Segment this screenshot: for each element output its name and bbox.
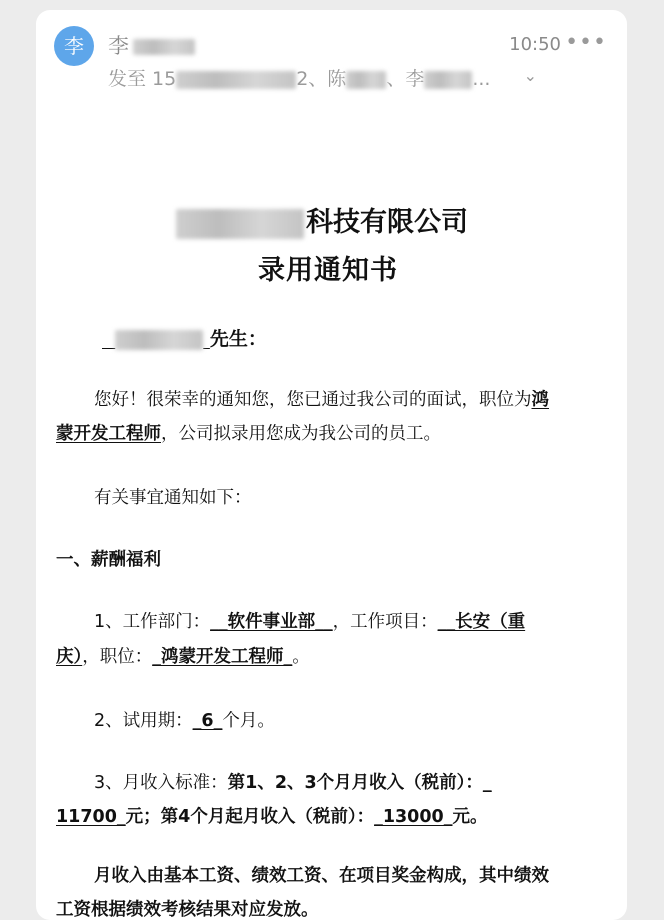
recipients-prefix: 发至 15 bbox=[108, 68, 177, 90]
income-unit: 元。 bbox=[452, 807, 488, 827]
recipients-mid: 2、陈 bbox=[296, 68, 347, 90]
income-label: 3、月收入标准： bbox=[94, 773, 228, 793]
recipient-name-underline bbox=[102, 328, 210, 350]
department-value: __软件事业部__ bbox=[210, 612, 333, 632]
salutation bbox=[102, 324, 267, 351]
probation-label: 2、试用期： bbox=[94, 711, 193, 731]
item1-line-1 bbox=[94, 608, 525, 633]
letter-title-doc: 录用通知书 bbox=[258, 255, 398, 286]
company-title-text: 科技有限公司 bbox=[306, 207, 468, 238]
chevron-down-icon[interactable]: ⌄ bbox=[523, 66, 537, 85]
sender-avatar[interactable]: 李 bbox=[54, 26, 94, 66]
paragraph4-line-1: 月收入由基本工资、绩效工资、在项目奖金构成，其中绩效 bbox=[94, 866, 549, 886]
income-later-value: _13000_ bbox=[374, 807, 453, 827]
recipient-name-redaction bbox=[115, 330, 203, 350]
project-value-part2: 庆） bbox=[56, 647, 83, 667]
item3-line-1 bbox=[94, 769, 492, 794]
position-name-part2: 蒙开发工程师 bbox=[56, 424, 161, 444]
position-name-part1: 鸿 bbox=[531, 390, 549, 410]
paragraph4-line-2: 工资根据绩效考核结果对应发放。 bbox=[56, 900, 319, 920]
probation-value: _6_ bbox=[192, 711, 223, 731]
company-name-redaction bbox=[176, 209, 304, 239]
intro-line-2 bbox=[56, 420, 441, 445]
item2-line bbox=[94, 707, 275, 732]
item1-period: 。 bbox=[292, 647, 310, 667]
salutation-suffix: 先生： bbox=[209, 328, 267, 350]
project-value-part1: __长安（重 bbox=[437, 612, 526, 632]
position-label: ，职位： bbox=[82, 647, 153, 667]
item1-label: 1、工作部门： bbox=[94, 612, 211, 632]
sender-name-text: 李 bbox=[108, 34, 129, 58]
notice-line: 有关事宜通知如下： bbox=[94, 488, 252, 508]
project-label: ，工作项目： bbox=[332, 612, 438, 632]
recipients-tail: 、李 bbox=[386, 68, 425, 90]
income-later-label: 元；第4个月起月收入（税前）： bbox=[125, 807, 375, 827]
item3-line-2 bbox=[56, 803, 487, 828]
more-options-icon[interactable]: ••• bbox=[565, 30, 607, 55]
letter-title-company bbox=[176, 200, 468, 239]
position-value: _鸿蒙开发工程师_ bbox=[152, 647, 293, 667]
intro-text-1: 您好！很荣幸的通知您，您已通过我公司的面试，职位为 bbox=[94, 390, 532, 410]
email-time: 10:50 bbox=[509, 34, 561, 55]
income-first-months-value: 11700_ bbox=[56, 807, 126, 827]
recipients-ellipsis: ... bbox=[472, 68, 491, 90]
section-heading-compensation: 一、薪酬福利 bbox=[56, 550, 161, 570]
offer-letter bbox=[36, 10, 627, 920]
email-card bbox=[36, 10, 627, 920]
probation-unit: 个月。 bbox=[222, 711, 275, 731]
intro-line-1 bbox=[94, 386, 549, 411]
income-underscore: _ bbox=[482, 773, 492, 793]
intro-text-2: ，公司拟录用您成为我公司的员工。 bbox=[161, 424, 441, 444]
item1-line-2 bbox=[56, 643, 310, 668]
income-first-months-label: 第1、2、3个月月收入（税前）： bbox=[227, 773, 483, 793]
